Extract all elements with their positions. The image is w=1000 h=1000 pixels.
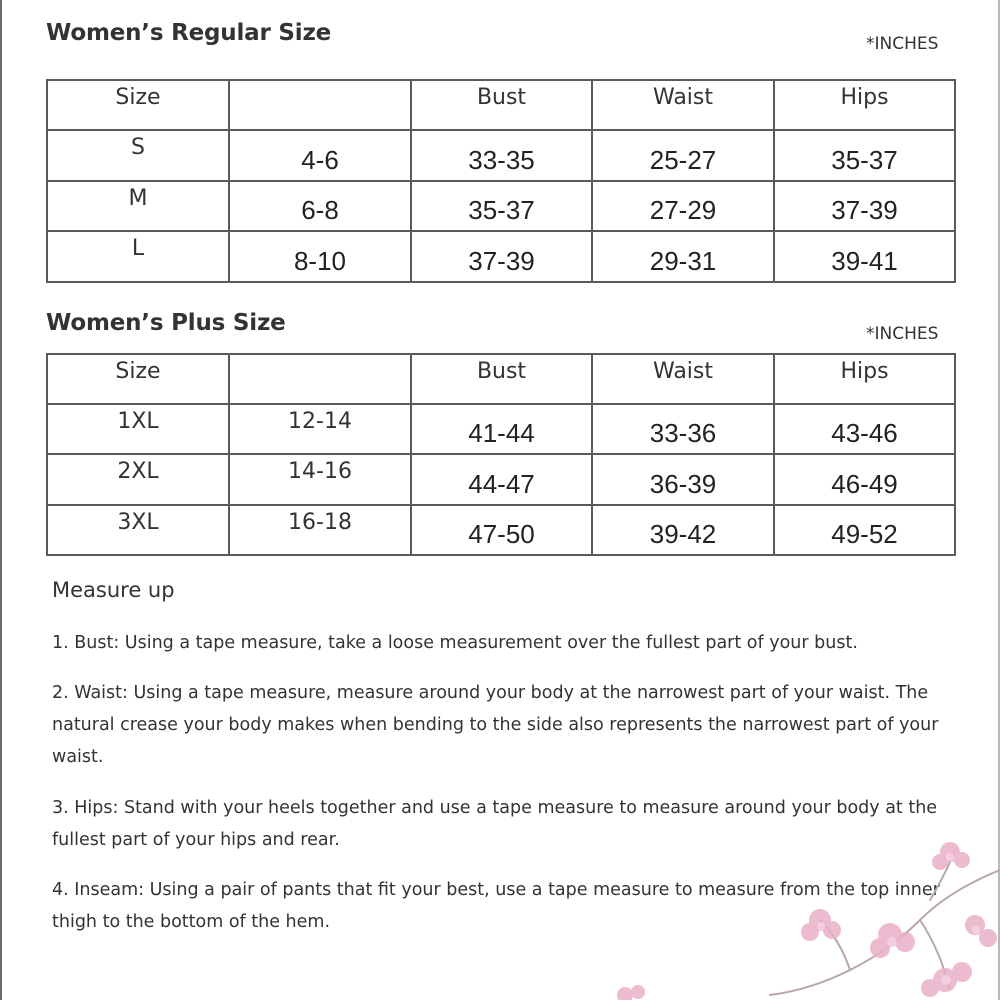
hips-cell: 46-49 [774,454,955,505]
waist-cell: 29-31 [592,231,774,282]
plus-units-note: *INCHES [866,324,939,344]
us-size-cell: 4-6 [229,130,411,181]
table-row [47,454,955,505]
hips-cell: 49-52 [774,505,955,555]
instruction-hips: 3. Hips: Stand with your heels together and use a tape measure to measure around your body at the fullest part of your hips and rear. [52,798,938,850]
header-bust: Bust [411,354,592,404]
waist-cell: 25-27 [592,130,774,181]
plus-size-title: Women’s Plus Size [46,310,286,336]
waist-cell: 33-36 [592,404,774,454]
header-hips: Hips [774,80,955,130]
measure-up-heading: Measure up [52,578,175,602]
size-cell: 3XL [47,505,229,555]
hips-cell: 35-37 [774,130,955,181]
us-size-cell: 12-14 [229,404,411,454]
size-cell: S [47,130,229,181]
header-size: Size [47,354,229,404]
header-waist: Waist [592,354,774,404]
us-size-cell: 14-16 [229,454,411,505]
header-size: Size [47,80,229,130]
hips-cell: 39-41 [774,231,955,282]
us-size-cell: 6-8 [229,181,411,231]
table-row [47,404,955,454]
header-blank [229,80,411,130]
instruction-waist: 2. Waist: Using a tape measure, measure around your body at the narrowest part of your waist. The natural crease your body makes when bending to the side also represents the narrowest part of your waist. [52,683,939,767]
bust-cell: 33-35 [411,130,592,181]
header-waist: Waist [592,80,774,130]
waist-cell: 39-42 [592,505,774,555]
table-row [47,181,955,231]
header-blank [229,354,411,404]
table-row [47,130,955,181]
table-row [47,231,955,282]
header-bust: Bust [411,80,592,130]
table-header-row [47,354,955,404]
cherry-blossom-icon [590,830,1000,1000]
regular-size-title: Women’s Regular Size [46,20,332,46]
waist-cell: 36-39 [592,454,774,505]
instruction-bust: 1. Bust: Using a tape measure, take a loose measurement over the fullest part of your bust. [52,633,858,653]
hips-cell: 37-39 [774,181,955,231]
size-cell: M [47,181,229,231]
page-left-border [0,0,2,1000]
bust-cell: 41-44 [411,404,592,454]
us-size-cell: 8-10 [229,231,411,282]
waist-cell: 27-29 [592,181,774,231]
regular-size-table [46,79,956,283]
bust-cell: 47-50 [411,505,592,555]
header-hips: Hips [774,354,955,404]
table-row [47,505,955,555]
bust-cell: 44-47 [411,454,592,505]
bust-cell: 35-37 [411,181,592,231]
plus-size-table [46,353,956,556]
size-cell: 2XL [47,454,229,505]
bust-cell: 37-39 [411,231,592,282]
instruction-inseam: 4. Inseam: Using a pair of pants that fit your best, use a tape measure to measure from the top inner thigh to the bottom of the hem. [52,880,940,932]
hips-cell: 43-46 [774,404,955,454]
size-cell: 1XL [47,404,229,454]
regular-units-note: *INCHES [866,34,939,54]
us-size-cell: 16-18 [229,505,411,555]
size-cell: L [47,231,229,282]
table-header-row [47,80,955,130]
